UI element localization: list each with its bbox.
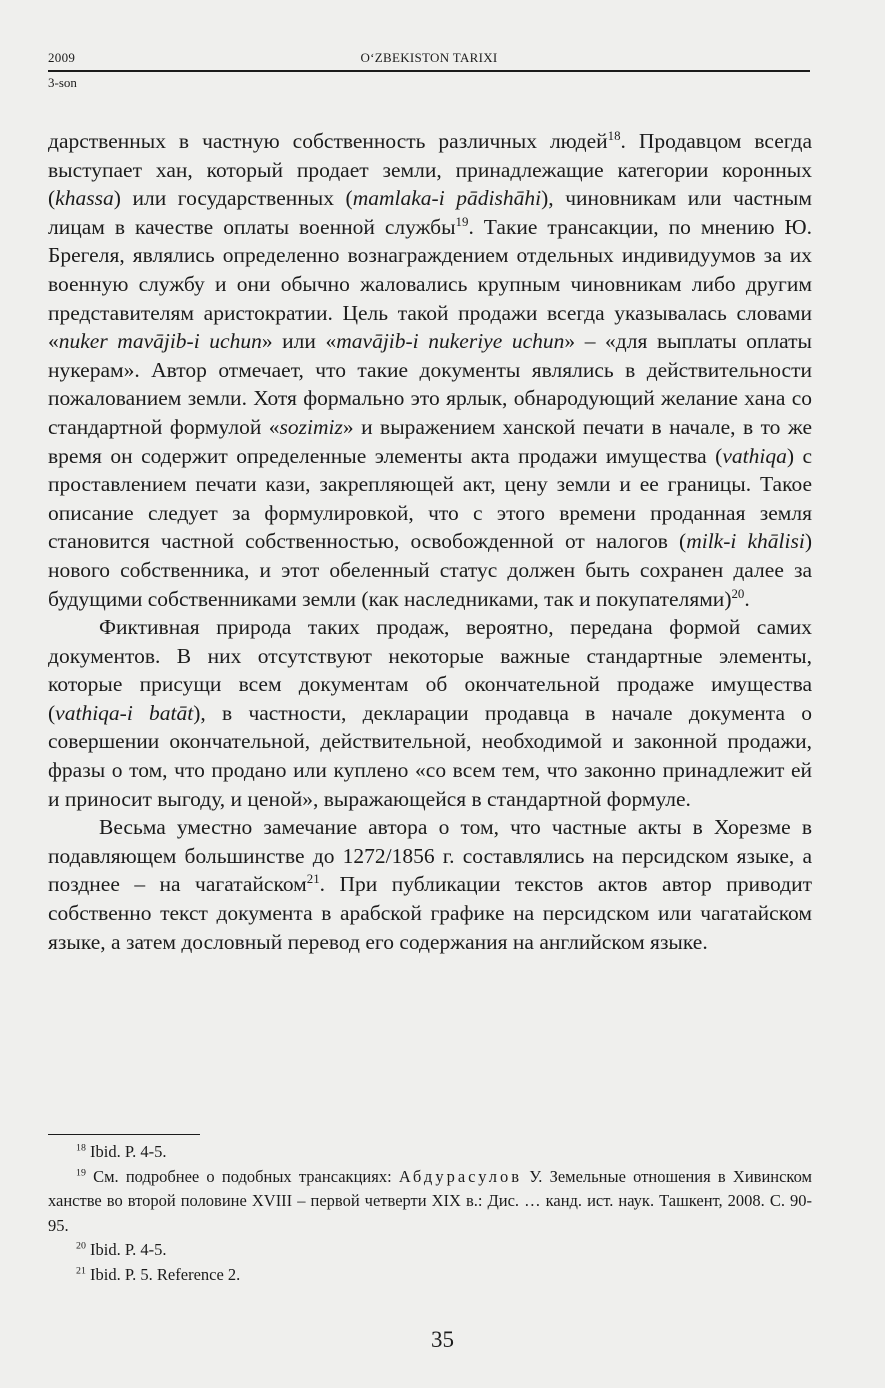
header-journal-title: O‘ZBEKISTON TARIXI	[360, 50, 498, 65]
term-nuker: nuker mavājib-i uchun	[58, 329, 262, 354]
term-vathiqa: vathiqa	[722, 443, 787, 468]
term-sozimiz: sozimiz	[279, 414, 343, 439]
footnote-18: $^{18}$ Ibid. P. 4-5.	[76, 1142, 167, 1161]
footnote-ref-18: 18	[607, 128, 621, 143]
footnote-ref-21: 21	[306, 872, 320, 887]
term-mamlaka: mamlaka-i pādishāhi	[352, 186, 542, 211]
paragraph-3: Весьма уместно замечание автора о том, что частные акты в Хорезме в подавляющем большинстве до 1272/1856 г. составлялись на персидском языке, а позднее – на чагатайском$^{21}$. При публикации текстов актов автор приводит собственно текст документа в арабской графике на персидском или чагатайском языке, а затем дословный перевод его содержания на английском языке.	[48, 815, 812, 954]
footnote-20: $^{20}$ Ibid. P. 4-5.	[76, 1240, 167, 1260]
running-header	[48, 50, 810, 72]
header-year: 2009	[48, 50, 76, 65]
page-number: 35	[431, 1327, 454, 1352]
footnote-ref-19: 19	[455, 214, 469, 229]
footnote-21: $^{21}$ Ibid. P. 5. Reference 2.	[76, 1264, 241, 1284]
paragraph-2: Фиктивная природа таких продаж, вероятно, передана формой самих документов. В них отсутствуют некоторые важные стандартные элементы, которые присущи всем документам об окончательной продаже имущества (vathiqa-i batāt), в частности, декларации продавца в начале документа о совершении окончательной, действительной, необходимой и законной продажи, фразы о том, что продано или куплено «со всем тем, что законно принадлежит ей и приносит выгоду, и ценой», выражающейся в стандартной формуле.	[48, 615, 812, 811]
term-khassa: khassa	[55, 186, 114, 211]
paragraph-1: дарственных в частную собственность различных людей$^{18}$. Продавцом всегда выступает хан, который продает земли, принадлежащие категории коронных (khassa) или государственных (mamlaka-i pādishāhi), чиновникам или частным лицам в качестве оплаты военной службы$^{19}$. Такие трансакции, по мнению Ю. Брегеля, являлись определенно вознаграждением отдельных индивидуумов за их военную службу и они обычно жаловались крупным чиновникам либо другим представителям аристократии. Цель такой продажи всегда указывалась словами «nuker mavājib-i uchun» или «mavājib-i nukeriye uchun» – «для выплаты оплаты нукерам». Автор отмечает, что такие документы являлись в действительности пожалованием земли. Хотя формально это ярлык, обнародующий желание хана со стандартной формулой «sozimiz» и выражением ханской печати в начале, в то же время он содержит определенные элементы акта продажи имущества (vathiqa) с проставлением печати кази, закрепляющей акт, цену земли и ее границы. Такое описание следует за формулировкой, что с этого времени проданная земля становится частной собственностью, освобожденной от налогов (milk-i khālisi) нового собственника, и этот обеленный статус должен быть сохранен далее за будущими собственниками земли (как наследниками, так и покупателями)$^{20}$.	[48, 128, 813, 611]
term-mavajib: mavājib-i nukeriye uchun	[336, 329, 565, 354]
footnote-rule	[48, 1134, 200, 1135]
footnote-19: $^{19}$ См. подробнее о подобных трансакциях: Абдурасулов У. Земельные отношения в Хивинском ханстве во второй половине XVIII – первой четверти XIX в.: Дис. … канд. ист. наук. Ташкент, 2008. С. 90-95.	[48, 1166, 812, 1235]
article-body	[48, 127, 812, 956]
footnotes	[48, 1140, 812, 1288]
term-milk: milk-i khālisi	[686, 529, 805, 554]
header-issue: 3-son	[48, 75, 77, 90]
term-vathiqa-batat: vathiqa-i batāt	[55, 700, 194, 725]
footnote-author: Абдурасулов	[398, 1166, 523, 1186]
footnote-ref-20: 20	[731, 586, 745, 601]
header-rule	[48, 70, 810, 72]
